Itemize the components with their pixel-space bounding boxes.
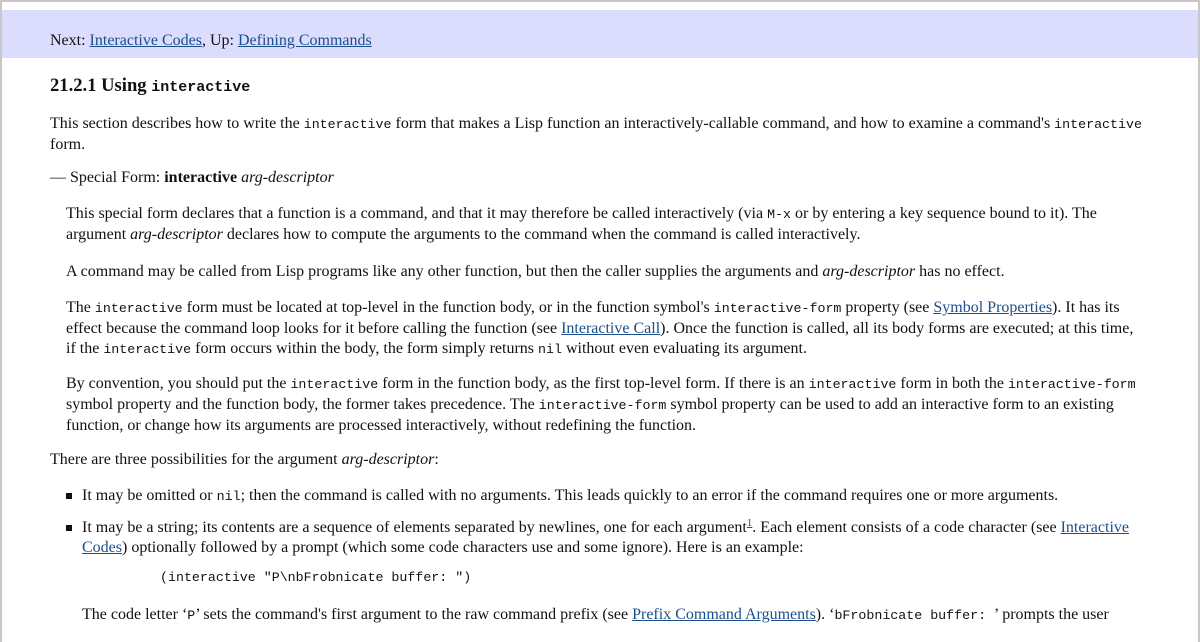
code: interactive-form	[538, 398, 667, 413]
text: It may be omitted or	[82, 487, 217, 504]
heading-number: 21.2.1 Using	[50, 75, 152, 96]
text: property (see	[841, 299, 934, 316]
text: ’ prompts the user	[994, 606, 1109, 623]
code: interactive	[94, 301, 183, 316]
def-paragraph-3	[66, 298, 1146, 360]
nav-up-label: , Up:	[201, 32, 238, 49]
text: symbol property can be used to add an interactive form to an existing function, or change how its arguments are processed interactively, without redefining the function.	[66, 396, 1114, 434]
navigation-header	[2, 10, 1198, 58]
text: form that makes a Lisp function an interactively-callable command, and how to examine a command's	[391, 115, 1055, 132]
code: interactive	[808, 377, 897, 392]
text: form must be located at top-level in the function body, or in the function symbol's	[182, 299, 714, 316]
code-letter-paragraph	[82, 605, 1147, 626]
main-content	[50, 74, 1150, 186]
possibilities-intro	[50, 450, 1150, 470]
text: ). Once the function is called, all its body forms are executed; at this time, if the	[66, 320, 1134, 357]
text: This special form declares that a function is a command, and that it may therefore be called interactively (via	[66, 205, 768, 222]
list-item	[82, 518, 1147, 558]
code: interactive	[290, 377, 379, 392]
up-link[interactable]: Defining Commands	[237, 32, 372, 49]
possibilities-section	[50, 450, 1150, 556]
bullet-icon	[66, 493, 72, 499]
symbol-properties-link[interactable]: Symbol Properties	[933, 299, 1053, 316]
code: interactive-form	[713, 301, 842, 316]
text: By convention, you should put the	[66, 375, 291, 392]
section-heading	[50, 74, 1150, 100]
text: ; then the command is called with no arguments. This leads quickly to an error if the command requires one or more arguments.	[240, 487, 1059, 504]
code: nil	[538, 342, 562, 357]
text: This section describes how to write the	[50, 115, 304, 132]
italic-text: arg-descriptor	[341, 451, 435, 468]
def-paragraph-2	[66, 262, 1146, 282]
definition-prefix: — Special Form:	[50, 169, 165, 186]
def-paragraph-4	[66, 374, 1146, 436]
text: form occurs within the body, the form simply returns	[191, 340, 539, 357]
text: ). It has its effect because the command loop looks for it before calling the function (see	[66, 299, 1120, 337]
text: form.	[50, 136, 86, 153]
interactive-call-link[interactable]: Interactive Call	[561, 320, 661, 337]
text: has no effect.	[915, 263, 1005, 280]
italic-text: arg-descriptor	[130, 226, 223, 243]
nav-next-label: Next:	[50, 32, 90, 49]
text: The	[66, 299, 95, 316]
interactive-codes-link[interactable]: Interactive Codes	[82, 519, 1129, 556]
text: form in the function body, as the first top-level form. If there is an	[378, 375, 809, 392]
text: The code letter ‘	[82, 606, 188, 623]
italic-text: arg-descriptor	[822, 263, 916, 280]
intro-paragraph	[50, 114, 1145, 155]
code: interactive	[303, 117, 392, 132]
text: :	[434, 451, 439, 468]
definition-arg: arg-descriptor	[241, 169, 334, 186]
code: bFrobnicate buffer:	[834, 608, 995, 623]
code: P	[187, 608, 196, 623]
text: ). ‘	[815, 606, 835, 623]
text: form in both the	[896, 375, 1008, 392]
definition-name: interactive	[164, 169, 238, 186]
code: interactive	[1054, 117, 1142, 132]
code: interactive	[103, 342, 192, 357]
text: symbol property and the function body, the former takes precedence. The	[66, 396, 539, 413]
def-paragraph-1	[66, 204, 1146, 245]
text: ) optionally followed by a prompt (which some code characters use and some ignore). Here is an example:	[122, 539, 804, 556]
footnote-link[interactable]: 1	[746, 517, 753, 529]
next-link[interactable]: Interactive Codes	[89, 32, 202, 49]
text: or by entering a key sequence bound to it). The argument	[66, 205, 1097, 243]
definition-line	[50, 168, 334, 188]
text: . Each element consists of a code character (see	[752, 519, 1061, 536]
text: without even evaluating its argument.	[561, 340, 807, 357]
prefix-command-arguments-link[interactable]: Prefix Command Arguments	[632, 606, 816, 623]
code: nil	[216, 489, 241, 504]
code-example: (interactive "P\nbFrobnicate buffer: ")	[160, 570, 472, 585]
code: M-x	[767, 207, 792, 222]
nav-links	[50, 32, 372, 50]
bullet-icon	[66, 525, 72, 531]
text: declares how to compute the arguments to the command when the command is called interactively.	[222, 226, 861, 243]
list-item	[82, 486, 1147, 507]
text: ’ sets the command's first argument to the raw command prefix (see	[195, 606, 633, 623]
text: There are three possibilities for the argument	[50, 451, 342, 468]
heading-code: interactive	[151, 79, 251, 96]
code: interactive-form	[1007, 377, 1136, 392]
text: A command may be called from Lisp programs like any other function, but then the caller supplies the arguments and	[66, 263, 823, 280]
text: It may be a string; its contents are a sequence of elements separated by newlines, one for each argument	[82, 519, 747, 536]
